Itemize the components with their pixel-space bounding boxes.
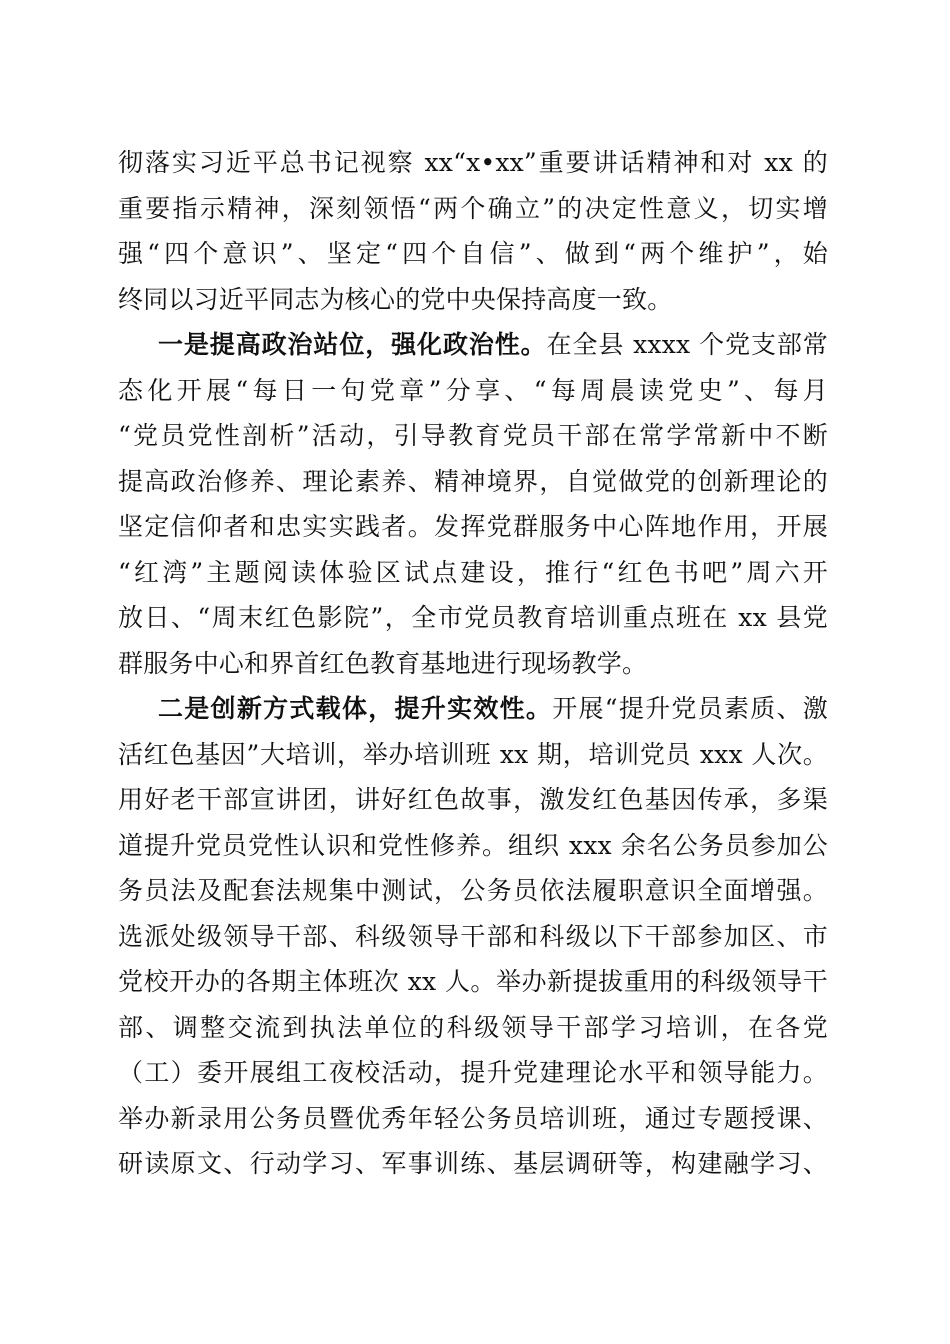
text-line: 坚定信仰者和忠实实践者。发挥党群服务中心阵地作用，开展 — [118, 512, 828, 541]
text-line-rest: 在全县 xxxx 个党支部常 — [546, 330, 828, 359]
text-line: 务员法及配套法规集中测试，公务员依法履职意识全面增强。 — [118, 876, 828, 905]
text-line: 道提升党员党性认识和党性修养。组织 xxx 余名公务员参加公 — [118, 830, 828, 860]
text-line-rest: 开展“提升党员素质、激 — [552, 694, 828, 723]
text-line: （工）委开展组工夜校活动，提升党建理论水平和领导能力。 — [118, 1058, 828, 1087]
paragraph-lead-heading: 一是提高政治站位，强化政治性。 — [158, 330, 547, 359]
paragraph-continuation — [118, 140, 828, 322]
text-line: 群服务中心和界首红色教育基地进行现场教学。 — [118, 648, 648, 678]
text-line: 放日、“周末红色影院”，全市党员教育培训重点班在 xx 县党 — [118, 603, 828, 632]
text-line: 选派处级领导干部、科级领导干部和科级以下干部参加区、市 — [118, 921, 828, 951]
text-line: 终同以习近平同志为核心的党中央保持高度一致。 — [118, 284, 673, 314]
text-line: 部、调整交流到执法单位的科级领导干部学习培训，在各党 — [118, 1012, 828, 1042]
text-line: “红湾”主题阅读体验区试点建设，推行“红色书吧”周六开 — [118, 557, 828, 587]
text-line-first — [118, 322, 828, 368]
paragraph-lead-heading: 二是创新方式载体，提升实效性。 — [158, 694, 553, 723]
text-line: 研读原文、行动学习、军事训练、基层调研等，构建融学习、 — [118, 1149, 828, 1178]
text-line: 提高政治修养、理论素养、精神境界，自觉做党的创新理论的 — [118, 466, 828, 496]
text-line: 用好老干部宣讲团，讲好红色故事，激发红色基因传承，多渠 — [118, 785, 828, 814]
text-line: 活红色基因”大培训，举办培训班 xx 期，培训党员 xxx 人次。 — [118, 739, 828, 769]
paragraph-innovation — [118, 686, 828, 1187]
text-line: “党员党性剖析”活动，引导教育党员干部在常学常新中不断 — [118, 421, 828, 450]
text-line: 强“四个意识”、坚定“四个自信”、做到“两个维护”，始 — [118, 239, 828, 268]
document-body — [118, 140, 828, 1187]
text-line: 态化开展“每日一句党章”分享、“每周晨读党史”、每月 — [118, 375, 828, 405]
text-line-first — [118, 686, 828, 732]
paragraph-political-stance — [118, 322, 828, 686]
text-line: 举办新录用公务员暨优秀年轻公务员培训班，通过专题授课、 — [118, 1103, 828, 1133]
text-line: 彻落实习近平总书记视察 xx“x•xx”重要讲话精神和对 xx 的 — [118, 148, 828, 177]
text-line: 党校开办的各期主体班次 xx 人。举办新提拔重用的科级领导干 — [118, 967, 828, 996]
text-line: 重要指示精神，深刻领悟“两个确立”的决定性意义，切实增 — [118, 193, 828, 223]
